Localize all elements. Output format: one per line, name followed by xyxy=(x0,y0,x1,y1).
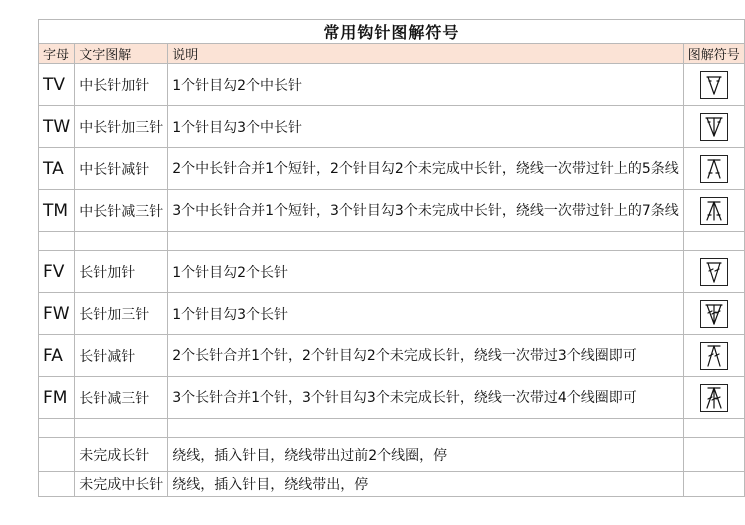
text-diagram-cell: 未完成长针 xyxy=(75,438,168,472)
tw-symbol-icon xyxy=(700,113,728,141)
text-diagram-cell: 中长针加三针 xyxy=(75,106,168,148)
text-diagram-cell: 中长针减针 xyxy=(75,148,168,190)
description-cell: 2个长针合并1个针，2个针目勾2个未完成长针，绕线一次带过3个线圈即可 xyxy=(168,335,684,377)
text-diagram-cell: 长针加三针 xyxy=(75,293,168,335)
letter-cell: TW xyxy=(39,106,75,148)
ta-symbol-icon xyxy=(700,155,728,183)
symbol-cell xyxy=(683,190,744,232)
symbol-cell xyxy=(683,293,744,335)
symbol-cell xyxy=(683,438,744,472)
table-row xyxy=(39,190,745,232)
table-row xyxy=(39,419,745,438)
symbol-cell xyxy=(683,377,744,419)
text-diagram-cell: 长针减针 xyxy=(75,335,168,377)
description-cell: 3个长针合并1个针，3个针目勾3个未完成长针，绕线一次带过4个线圈即可 xyxy=(168,377,684,419)
text-diagram-cell xyxy=(75,419,168,438)
table-row xyxy=(39,232,745,251)
header-symbol: 图解符号 xyxy=(683,44,744,64)
table-row xyxy=(39,106,745,148)
symbol-table xyxy=(38,19,745,497)
letter-cell: FW xyxy=(39,293,75,335)
text-diagram-cell xyxy=(75,232,168,251)
table-row xyxy=(39,335,745,377)
text-diagram-cell: 中长针减三针 xyxy=(75,190,168,232)
symbol-cell xyxy=(683,419,744,438)
letter-cell xyxy=(39,419,75,438)
fw-symbol-icon xyxy=(700,300,728,328)
letter-cell: FM xyxy=(39,377,75,419)
text-diagram-cell: 中长针加针 xyxy=(75,64,168,106)
table-row xyxy=(39,438,745,472)
text-diagram-cell: 长针减三针 xyxy=(75,377,168,419)
tv-symbol-icon xyxy=(700,71,728,99)
fm-symbol-icon xyxy=(700,384,728,412)
header-description: 说明 xyxy=(168,44,684,64)
description-cell: 3个中长针合并1个短针，3个针目勾3个未完成中长针，绕线一次带过针上的7条线 xyxy=(168,190,684,232)
text-diagram-cell: 长针加针 xyxy=(75,251,168,293)
symbol-cell xyxy=(683,472,744,497)
letter-cell: TA xyxy=(39,148,75,190)
letter-cell xyxy=(39,438,75,472)
description-cell: 1个针目勾2个长针 xyxy=(168,251,684,293)
table-row xyxy=(39,293,745,335)
symbol-cell xyxy=(683,64,744,106)
table-row xyxy=(39,64,745,106)
header-row xyxy=(39,44,745,64)
description-cell: 1个针目勾2个中长针 xyxy=(168,64,684,106)
description-cell xyxy=(168,419,684,438)
description-cell xyxy=(168,232,684,251)
table-row xyxy=(39,377,745,419)
fa-symbol-icon xyxy=(700,342,728,370)
table-row xyxy=(39,472,745,497)
symbol-cell xyxy=(683,232,744,251)
text-diagram-cell: 未完成中长针 xyxy=(75,472,168,497)
fv-symbol-icon xyxy=(700,258,728,286)
symbol-cell xyxy=(683,106,744,148)
header-letter: 字母 xyxy=(39,44,75,64)
letter-cell: FA xyxy=(39,335,75,377)
description-cell: 绕线，插入针目，绕线带出，停 xyxy=(168,472,684,497)
letter-cell: TV xyxy=(39,64,75,106)
description-cell: 1个针目勾3个中长针 xyxy=(168,106,684,148)
symbol-cell xyxy=(683,251,744,293)
symbol-cell xyxy=(683,148,744,190)
header-text-diagram: 文字图解 xyxy=(75,44,168,64)
table-row xyxy=(39,148,745,190)
table-row xyxy=(39,251,745,293)
tm-symbol-icon xyxy=(700,197,728,225)
letter-cell: TM xyxy=(39,190,75,232)
symbol-cell xyxy=(683,335,744,377)
table-title: 常用钩针图解符号 xyxy=(39,20,745,44)
description-cell: 1个针目勾3个长针 xyxy=(168,293,684,335)
letter-cell xyxy=(39,232,75,251)
description-cell: 绕线，插入针目，绕线带出过前2个线圈，停 xyxy=(168,438,684,472)
letter-cell: FV xyxy=(39,251,75,293)
letter-cell xyxy=(39,472,75,497)
title-row xyxy=(39,20,745,44)
description-cell: 2个中长针合并1个短针，2个针目勾2个未完成中长针，绕线一次带过针上的5条线 xyxy=(168,148,684,190)
